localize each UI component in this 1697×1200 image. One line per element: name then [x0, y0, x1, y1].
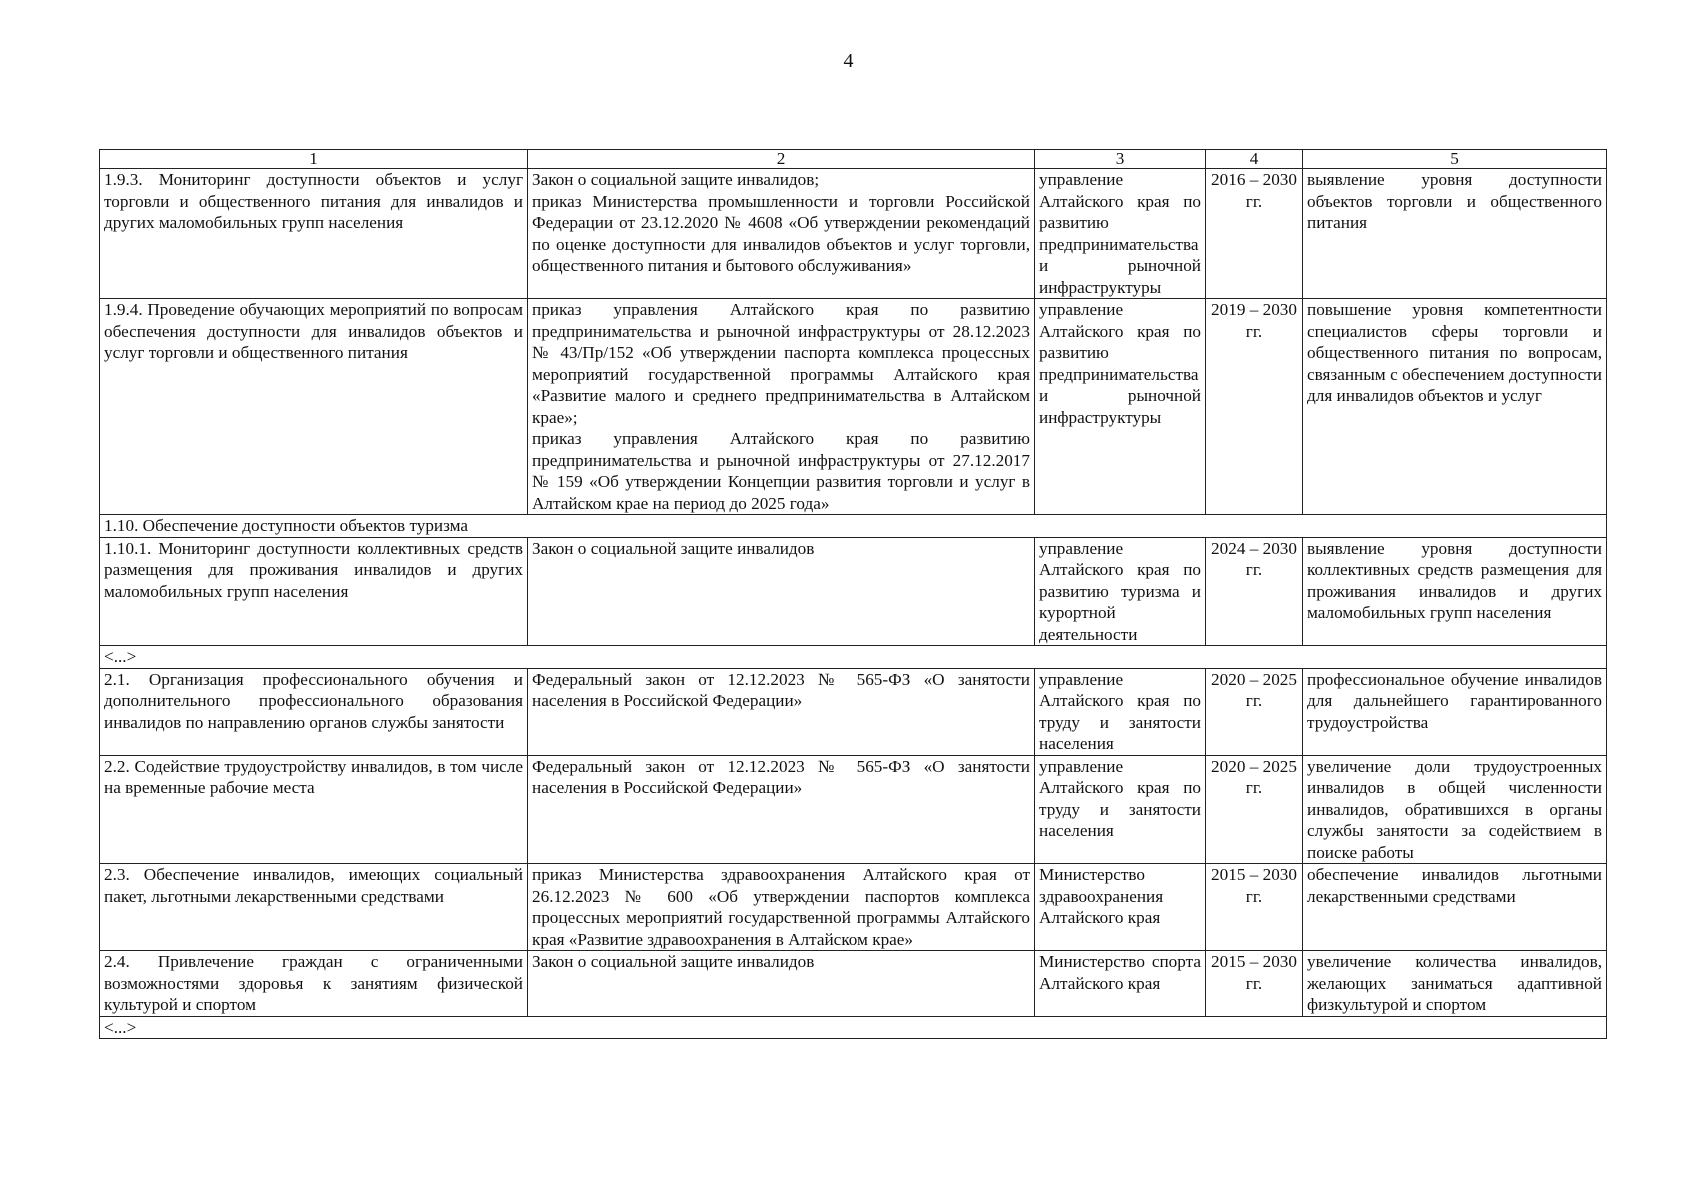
legal-basis-cell: Закон о социальной защите инвалидов [528, 537, 1035, 646]
measure-cell: 1.9.3. Мониторинг доступности объектов и услуг торговли и общественного питания для инвалидов и других маломобильных групп населения [100, 169, 528, 299]
table-row [100, 299, 1607, 515]
column-header: 3 [1035, 150, 1206, 169]
legal-basis-cell: приказ Министерства здравоохранения Алтайского края от 26.12.2023 № 600 «Об утверждении паспортов комплекса процессных мероприятий государственной программы Алтайского края «Развитие здравоохранения в Алтайском крае» [528, 864, 1035, 951]
result-cell: повышение уровня компетентности специалистов сферы торговли и общественного питания по вопросам, связанным с обеспечением доступности для инвалидов объектов и услуг [1303, 299, 1607, 515]
page-number: 4 [843, 50, 854, 72]
legal-basis-cell: Закон о социальной защите инвалидов [528, 951, 1035, 1017]
measure-cell: 2.1. Организация профессионального обучения и дополнительного профессионального образования инвалидов по направлению органов службы занятости [100, 668, 528, 755]
table-row [100, 864, 1607, 951]
result-cell: выявление уровня доступности коллективных средств размещения для проживания инвалидов и других маломобильных групп населения [1303, 537, 1607, 646]
table-row [100, 951, 1607, 1017]
column-header: 5 [1303, 150, 1607, 169]
section-row [100, 1016, 1607, 1039]
column-header: 2 [528, 150, 1035, 169]
term-cell: 2015 – 2030 гг. [1206, 864, 1303, 951]
measure-cell: 1.9.4. Проведение обучающих мероприятий по вопросам обеспечения доступности для инвалидов объектов и услуг торговли и общественного питания [100, 299, 528, 515]
section-row [100, 515, 1607, 538]
executor-cell: управление Алтайского края по труду и занятости населения [1035, 668, 1206, 755]
table-header-row [100, 150, 1607, 169]
section-cell: <...> [100, 1016, 1607, 1039]
table-row [100, 537, 1607, 646]
result-cell: увеличение количества инвалидов, желающих заниматься адаптивной физкультурой и спортом [1303, 951, 1607, 1017]
result-cell: обеспечение инвалидов льготными лекарственными средствами [1303, 864, 1607, 951]
measure-cell: 2.4. Привлечение граждан с ограниченными возможностями здоровья к занятиям физической культурой и спортом [100, 951, 528, 1017]
column-header: 4 [1206, 150, 1303, 169]
legal-basis-cell: Закон о социальной защите инвалидов; приказ Министерства промышленности и торговли Российской Федерации от 23.12.2020 № 4608 «Об утверждении рекомендаций по оценке доступности для инвалидов объектов и услуг торговли, общественного питания и бытового обслуживания» [528, 169, 1035, 299]
result-cell: выявление уровня доступности объектов торговли и общественного питания [1303, 169, 1607, 299]
legal-basis-cell: приказ управления Алтайского края по развитию предпринимательства и рыночной инфраструктуры от 28.12.2023 № 43/Пр/152 «Об утверждении паспорта комплекса процессных мероприятий государственной программы Алтайского края «Развитие малого и среднего предпринимательства в Алтайском крае»; приказ управления Алтайского края по развитию предпринимательства и рыночной инфраструктуры от 27.12.2017 № 159 «Об утверждении Концепции развития торговли и услуг в Алтайском крае на период до 2025 года» [528, 299, 1035, 515]
measure-cell: 2.2. Содействие трудоустройству инвалидов, в том числе на временные рабочие места [100, 755, 528, 864]
section-cell: <...> [100, 646, 1607, 669]
executor-cell: управление Алтайского края по развитию туризма и курортной деятельности [1035, 537, 1206, 646]
table-body [100, 169, 1607, 1039]
executor-cell: управление Алтайского края по труду и занятости населения [1035, 755, 1206, 864]
result-cell: увеличение доли трудоустроенных инвалидов в общей численности инвалидов, обратившихся в органы службы занятости за содействием в поиске работы [1303, 755, 1607, 864]
result-cell: профессиональное обучение инвалидов для дальнейшего гарантированного трудоустройства [1303, 668, 1607, 755]
section-cell: 1.10. Обеспечение доступности объектов туризма [100, 515, 1607, 538]
section-row [100, 646, 1607, 669]
table-row [100, 755, 1607, 864]
term-cell: 2020 – 2025 гг. [1206, 668, 1303, 755]
term-cell: 2015 – 2030 гг. [1206, 951, 1303, 1017]
legal-basis-cell: Федеральный закон от 12.12.2023 № 565-ФЗ «О занятости населения в Российской Федерации» [528, 755, 1035, 864]
executor-cell: Министерство здравоохранения Алтайского края [1035, 864, 1206, 951]
measure-cell: 2.3. Обеспечение инвалидов, имеющих социальный пакет, льготными лекарственными средствами [100, 864, 528, 951]
column-header: 1 [100, 150, 528, 169]
measures-table [99, 149, 1607, 1039]
term-cell: 2016 – 2030 гг. [1206, 169, 1303, 299]
term-cell: 2020 – 2025 гг. [1206, 755, 1303, 864]
term-cell: 2024 – 2030 гг. [1206, 537, 1303, 646]
table-row [100, 668, 1607, 755]
legal-basis-cell: Федеральный закон от 12.12.2023 № 565-ФЗ «О занятости населения в Российской Федерации» [528, 668, 1035, 755]
executor-cell: Министерство спорта Алтайского края [1035, 951, 1206, 1017]
term-cell: 2019 – 2030 гг. [1206, 299, 1303, 515]
executor-cell: управление Алтайского края по развитию предпринимательства и рыночной инфраструктуры [1035, 299, 1206, 515]
executor-cell: управление Алтайского края по развитию предпринимательства и рыночной инфраструктуры [1035, 169, 1206, 299]
table-row [100, 169, 1607, 299]
measure-cell: 1.10.1. Мониторинг доступности коллективных средств размещения для проживания инвалидов и других маломобильных групп населения [100, 537, 528, 646]
